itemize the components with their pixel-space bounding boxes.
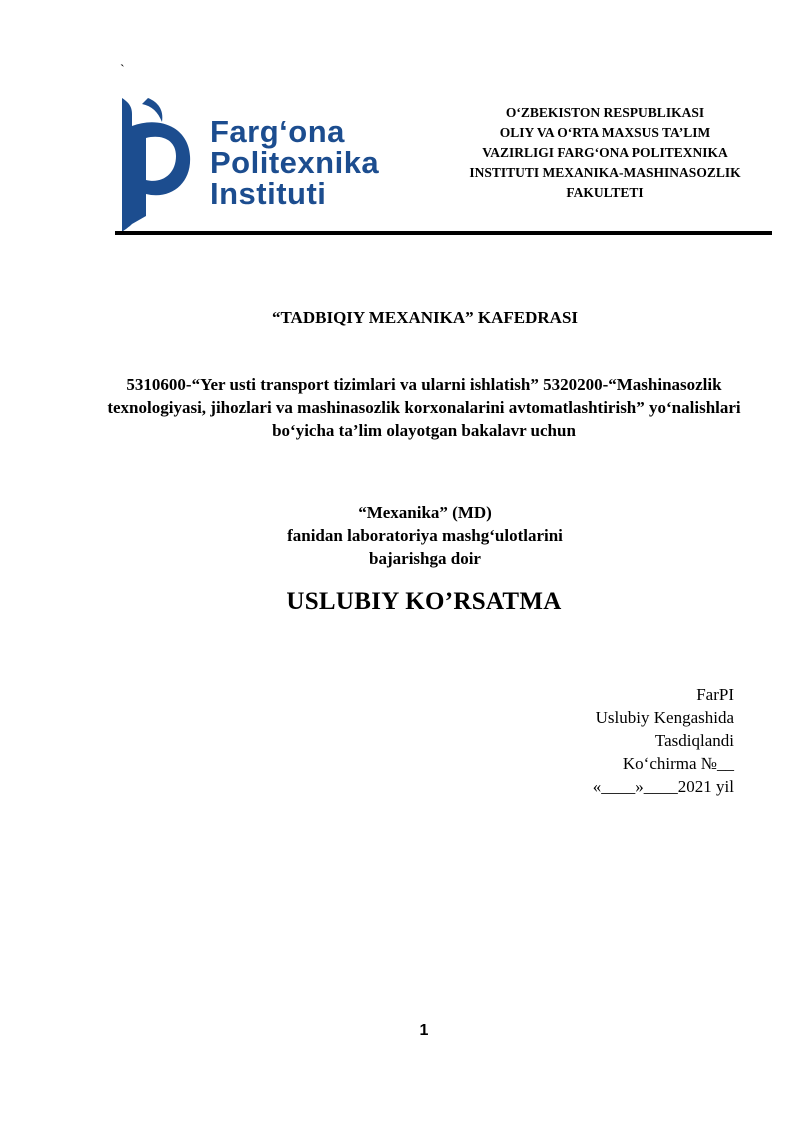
header-divider bbox=[115, 231, 772, 235]
ministry-line: VAZIRLIGI FARG‘ONA POLITEXNIKA bbox=[482, 145, 728, 160]
page-number: 1 bbox=[419, 1022, 429, 1039]
stray-tick-mark: ` bbox=[120, 63, 125, 78]
approval-line-3: Tasdiqlandi bbox=[654, 731, 734, 750]
ministry-line: INSTITUTI MEXANIKA-MASHINASOZLIK bbox=[469, 165, 741, 180]
logo-line-2: Politexnika bbox=[210, 145, 380, 180]
approval-line-1: FarPI bbox=[696, 685, 734, 704]
approval-line-5: «____»____2021 yil bbox=[592, 777, 734, 796]
approval-line-2: Uslubiy Kengashida bbox=[595, 708, 734, 727]
ministry-line: FAKULTETI bbox=[566, 185, 644, 200]
programs-description: 5310600-“Yer usti transport tizimlari va ularni ishlatish” 5320200-“Mashinasozlik texnologiyasi, jihozlari va mashinasozlik korxonalarini avtomatlashtirish” yo‘nalishlari bo‘yicha ta’lim olayotgan bakalavr uchun bbox=[107, 375, 741, 440]
approval-block bbox=[434, 683, 734, 798]
approval-line-4: Ko‘chirma №__ bbox=[622, 754, 734, 773]
ministry-header bbox=[430, 103, 780, 203]
logo-wordmark bbox=[210, 116, 379, 209]
subject-line-1: “Mexanika” (MD) bbox=[358, 503, 492, 522]
institute-logo bbox=[118, 96, 418, 232]
logo-emblem-icon bbox=[118, 96, 198, 232]
logo-line-3: Instituti bbox=[210, 176, 327, 211]
subject-block bbox=[0, 501, 800, 570]
department-title: “TADBIQIY MEXANIKA” KAFEDRASI bbox=[271, 308, 579, 327]
subject-line-3: bajarishga doir bbox=[369, 549, 481, 568]
ministry-line: O‘ZBEKISTON RESPUBLIKASI bbox=[505, 105, 705, 120]
document-title: USLUBIY KO’RSATMA bbox=[286, 588, 562, 615]
ministry-line: OLIY VA O‘RTA MAXSUS TA’LIM bbox=[499, 125, 711, 140]
subject-line-2: fanidan laboratoriya mashg‘ulotlarini bbox=[287, 526, 563, 545]
logo-line-1: Farg‘ona bbox=[210, 114, 345, 149]
